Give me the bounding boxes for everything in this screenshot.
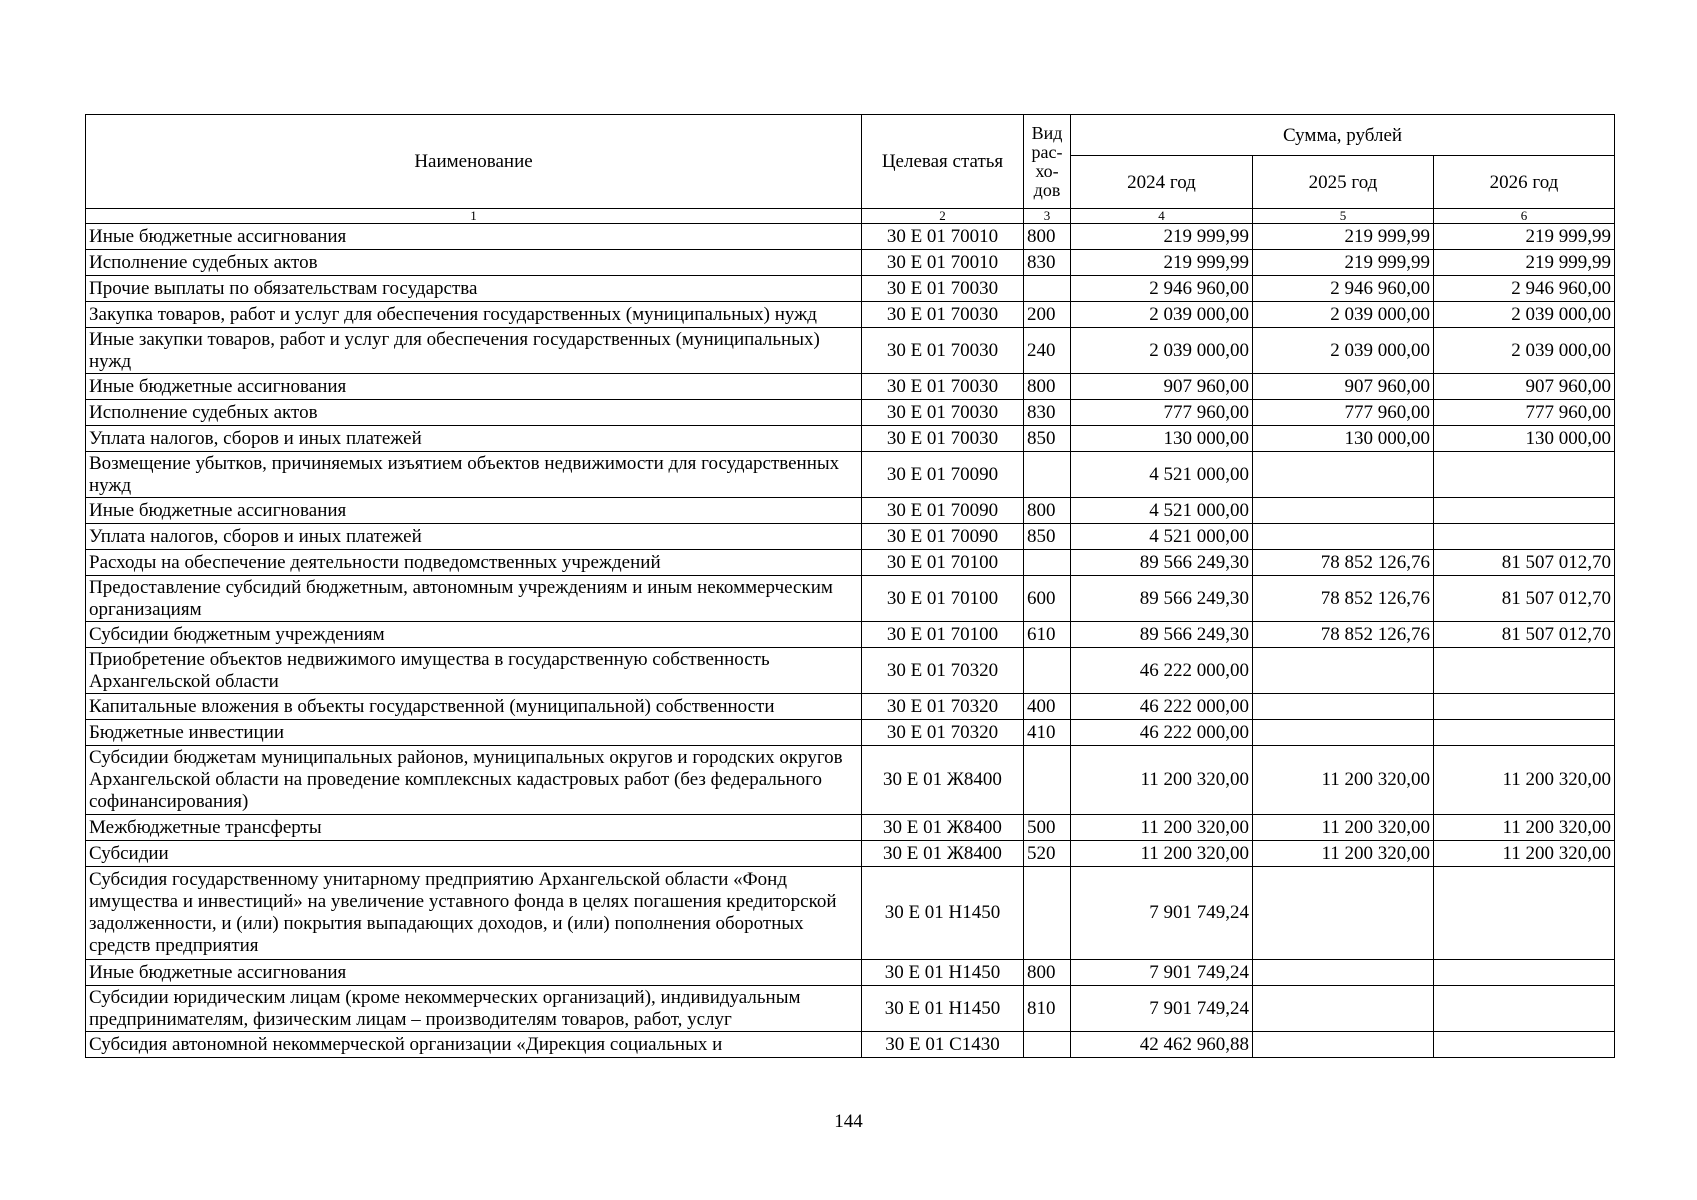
row-expense-type — [1024, 276, 1071, 302]
row-amount-2025 — [1253, 960, 1434, 986]
row-expense-type: 610 — [1024, 622, 1071, 648]
row-expense-type: 800 — [1024, 498, 1071, 524]
row-target-article: 30 Е 01 70090 — [862, 452, 1024, 498]
row-target-article: 30 Е 01 70090 — [862, 524, 1024, 550]
row-target-article: 30 Е 01 Н1450 — [862, 867, 1024, 960]
table-row — [86, 452, 1615, 498]
table-row — [86, 960, 1615, 986]
row-amount-2025: 78 852 126,76 — [1253, 550, 1434, 576]
row-expense-type — [1024, 452, 1071, 498]
table-row — [86, 302, 1615, 328]
row-amount-2026: 2 039 000,00 — [1434, 302, 1615, 328]
row-name: Капитальные вложения в объекты государственной (муниципальной) собственности — [86, 694, 862, 720]
row-amount-2026: 130 000,00 — [1434, 426, 1615, 452]
row-amount-2025: 11 200 320,00 — [1253, 841, 1434, 867]
row-name: Субсидия автономной некоммерческой организации «Дирекция социальных и — [86, 1032, 862, 1058]
row-target-article: 30 Е 01 Ж8400 — [862, 841, 1024, 867]
row-expense-type: 410 — [1024, 720, 1071, 746]
row-expense-type: 830 — [1024, 400, 1071, 426]
row-amount-2026 — [1434, 452, 1615, 498]
row-amount-2026 — [1434, 720, 1615, 746]
row-expense-type: 830 — [1024, 250, 1071, 276]
row-amount-2025: 78 852 126,76 — [1253, 576, 1434, 622]
header-year-2026: 2026 год — [1434, 156, 1615, 209]
row-amount-2025 — [1253, 867, 1434, 960]
row-name: Иные бюджетные ассигнования — [86, 498, 862, 524]
table-row — [86, 648, 1615, 694]
row-amount-2026: 81 507 012,70 — [1434, 622, 1615, 648]
row-amount-2026: 2 039 000,00 — [1434, 328, 1615, 374]
row-name: Субсидии бюджетам муниципальных районов, муниципальных округов и городских округов Архангельской области на проведение комплексных кадастровых работ (без федерального софинансирования) — [86, 746, 862, 815]
row-target-article: 30 Е 01 Ж8400 — [862, 746, 1024, 815]
row-target-article: 30 Е 01 70030 — [862, 328, 1024, 374]
row-amount-2025: 219 999,99 — [1253, 250, 1434, 276]
row-name: Расходы на обеспечение деятельности подведомственных учреждений — [86, 550, 862, 576]
row-target-article: 30 Е 01 70100 — [862, 576, 1024, 622]
row-target-article: 30 Е 01 70030 — [862, 302, 1024, 328]
page-number: 144 — [834, 1111, 863, 1132]
row-amount-2024: 4 521 000,00 — [1071, 452, 1253, 498]
row-amount-2026 — [1434, 498, 1615, 524]
row-amount-2026: 11 200 320,00 — [1434, 746, 1615, 815]
row-expense-type: 600 — [1024, 576, 1071, 622]
row-amount-2024: 7 901 749,24 — [1071, 960, 1253, 986]
row-amount-2024: 4 521 000,00 — [1071, 498, 1253, 524]
row-name: Уплата налогов, сборов и иных платежей — [86, 524, 862, 550]
row-amount-2024: 11 200 320,00 — [1071, 841, 1253, 867]
row-amount-2025 — [1253, 452, 1434, 498]
row-name: Возмещение убытков, причиняемых изъятием объектов недвижимости для государственных нужд — [86, 452, 862, 498]
table-row — [86, 374, 1615, 400]
row-name: Субсидии юридическим лицам (кроме некоммерческих организаций), индивидуальным предпринимателям, физическим лицам – производителям товаров, работ, услуг — [86, 986, 862, 1032]
row-name: Иные бюджетные ассигнования — [86, 224, 862, 250]
table-row — [86, 224, 1615, 250]
row-amount-2025: 130 000,00 — [1253, 426, 1434, 452]
row-amount-2026 — [1434, 1032, 1615, 1058]
row-target-article: 30 Е 01 70100 — [862, 550, 1024, 576]
row-amount-2024: 219 999,99 — [1071, 250, 1253, 276]
header-sum: Сумма, рублей — [1071, 115, 1615, 156]
row-amount-2025 — [1253, 694, 1434, 720]
header-name: Наименование — [86, 115, 862, 209]
row-amount-2026: 907 960,00 — [1434, 374, 1615, 400]
row-amount-2025: 11 200 320,00 — [1253, 746, 1434, 815]
table-row — [86, 250, 1615, 276]
row-target-article: 30 Е 01 70030 — [862, 276, 1024, 302]
row-name: Иные бюджетные ассигнования — [86, 374, 862, 400]
row-amount-2026 — [1434, 960, 1615, 986]
table-row — [86, 746, 1615, 815]
row-amount-2026: 81 507 012,70 — [1434, 576, 1615, 622]
row-amount-2025 — [1253, 1032, 1434, 1058]
table-row — [86, 576, 1615, 622]
row-amount-2025: 78 852 126,76 — [1253, 622, 1434, 648]
column-number: 2 — [862, 209, 1024, 224]
row-amount-2026: 11 200 320,00 — [1434, 815, 1615, 841]
row-target-article: 30 Е 01 70320 — [862, 694, 1024, 720]
header-year-2025: 2025 год — [1253, 156, 1434, 209]
row-amount-2024: 7 901 749,24 — [1071, 867, 1253, 960]
row-amount-2024: 11 200 320,00 — [1071, 815, 1253, 841]
row-amount-2024: 89 566 249,30 — [1071, 622, 1253, 648]
row-name: Приобретение объектов недвижимого имущества в государственную собственность Архангельской области — [86, 648, 862, 694]
row-amount-2024: 777 960,00 — [1071, 400, 1253, 426]
table-row — [86, 986, 1615, 1032]
row-expense-type: 810 — [1024, 986, 1071, 1032]
row-expense-type: 520 — [1024, 841, 1071, 867]
row-amount-2025 — [1253, 986, 1434, 1032]
row-amount-2024: 46 222 000,00 — [1071, 648, 1253, 694]
row-amount-2026 — [1434, 524, 1615, 550]
row-amount-2025: 907 960,00 — [1253, 374, 1434, 400]
row-expense-type — [1024, 867, 1071, 960]
row-name: Предоставление субсидий бюджетным, автономным учреждениям и иным некоммерческим организациям — [86, 576, 862, 622]
table-row — [86, 276, 1615, 302]
row-amount-2026 — [1434, 694, 1615, 720]
table-row — [86, 1032, 1615, 1058]
row-target-article: 30 Е 01 70010 — [862, 250, 1024, 276]
row-name: Прочие выплаты по обязательствам государства — [86, 276, 862, 302]
header-expense-type: Вид рас-хо-дов — [1024, 115, 1071, 209]
row-expense-type: 850 — [1024, 524, 1071, 550]
row-expense-type: 800 — [1024, 374, 1071, 400]
row-amount-2026: 777 960,00 — [1434, 400, 1615, 426]
header-year-2024: 2024 год — [1071, 156, 1253, 209]
row-expense-type — [1024, 550, 1071, 576]
row-name: Бюджетные инвестиции — [86, 720, 862, 746]
table-row — [86, 498, 1615, 524]
row-name: Субсидия государственному унитарному предприятию Архангельской области «Фонд имущества и инвестиций» на увеличение уставного фонда в целях погашения кредиторской задолженности, и (или) покрытия выпадающих доходов, и (или) пополнения оборотных средств предприятия — [86, 867, 862, 960]
table-row — [86, 815, 1615, 841]
row-target-article: 30 Е 01 Н1450 — [862, 986, 1024, 1032]
row-expense-type — [1024, 746, 1071, 815]
row-amount-2024: 2 039 000,00 — [1071, 328, 1253, 374]
row-target-article: 30 Е 01 С1430 — [862, 1032, 1024, 1058]
row-amount-2026 — [1434, 986, 1615, 1032]
row-amount-2024: 219 999,99 — [1071, 224, 1253, 250]
column-numbers-row — [86, 209, 1615, 224]
row-target-article: 30 Е 01 Ж8400 — [862, 815, 1024, 841]
row-amount-2025 — [1253, 498, 1434, 524]
row-amount-2024: 42 462 960,88 — [1071, 1032, 1253, 1058]
row-target-article: 30 Е 01 70320 — [862, 648, 1024, 694]
row-name: Субсидии — [86, 841, 862, 867]
header-target-article: Целевая статья — [862, 115, 1024, 209]
row-amount-2026: 219 999,99 — [1434, 224, 1615, 250]
row-amount-2024: 4 521 000,00 — [1071, 524, 1253, 550]
row-expense-type: 500 — [1024, 815, 1071, 841]
row-name: Исполнение судебных актов — [86, 400, 862, 426]
column-number: 1 — [86, 209, 862, 224]
table-header — [86, 115, 1615, 224]
row-amount-2025: 777 960,00 — [1253, 400, 1434, 426]
row-name: Иные закупки товаров, работ и услуг для обеспечения государственных (муниципальных) нужд — [86, 328, 862, 374]
row-name: Закупка товаров, работ и услуг для обеспечения государственных (муниципальных) нужд — [86, 302, 862, 328]
row-amount-2024: 11 200 320,00 — [1071, 746, 1253, 815]
row-target-article: 30 Е 01 70030 — [862, 400, 1024, 426]
row-amount-2024: 89 566 249,30 — [1071, 576, 1253, 622]
row-amount-2024: 907 960,00 — [1071, 374, 1253, 400]
row-amount-2025 — [1253, 524, 1434, 550]
table-row — [86, 841, 1615, 867]
row-amount-2025: 11 200 320,00 — [1253, 815, 1434, 841]
row-target-article: 30 Е 01 70090 — [862, 498, 1024, 524]
table-row — [86, 720, 1615, 746]
row-target-article: 30 Е 01 70030 — [862, 374, 1024, 400]
row-amount-2025: 2 039 000,00 — [1253, 302, 1434, 328]
row-amount-2024: 2 946 960,00 — [1071, 276, 1253, 302]
column-number: 3 — [1024, 209, 1071, 224]
budget-table — [85, 114, 1615, 1058]
row-expense-type: 240 — [1024, 328, 1071, 374]
row-amount-2026 — [1434, 867, 1615, 960]
table-row — [86, 694, 1615, 720]
row-amount-2026: 11 200 320,00 — [1434, 841, 1615, 867]
row-amount-2026: 219 999,99 — [1434, 250, 1615, 276]
row-amount-2025: 2 039 000,00 — [1253, 328, 1434, 374]
row-name: Иные бюджетные ассигнования — [86, 960, 862, 986]
row-amount-2024: 46 222 000,00 — [1071, 720, 1253, 746]
row-expense-type — [1024, 648, 1071, 694]
row-amount-2026: 2 946 960,00 — [1434, 276, 1615, 302]
table-row — [86, 550, 1615, 576]
row-amount-2024: 7 901 749,24 — [1071, 986, 1253, 1032]
row-name: Субсидии бюджетным учреждениям — [86, 622, 862, 648]
row-name: Исполнение судебных актов — [86, 250, 862, 276]
row-amount-2026: 81 507 012,70 — [1434, 550, 1615, 576]
row-target-article: 30 Е 01 70010 — [862, 224, 1024, 250]
column-number: 6 — [1434, 209, 1615, 224]
row-expense-type: 800 — [1024, 224, 1071, 250]
row-amount-2024: 46 222 000,00 — [1071, 694, 1253, 720]
row-target-article: 30 Е 01 Н1450 — [862, 960, 1024, 986]
column-number: 4 — [1071, 209, 1253, 224]
row-amount-2024: 89 566 249,30 — [1071, 550, 1253, 576]
row-target-article: 30 Е 01 70030 — [862, 426, 1024, 452]
table-row — [86, 400, 1615, 426]
table-body — [86, 224, 1615, 1058]
row-expense-type: 850 — [1024, 426, 1071, 452]
row-amount-2025: 2 946 960,00 — [1253, 276, 1434, 302]
row-amount-2025 — [1253, 648, 1434, 694]
row-amount-2026 — [1434, 648, 1615, 694]
row-expense-type — [1024, 1032, 1071, 1058]
row-name: Межбюджетные трансферты — [86, 815, 862, 841]
row-name: Уплата налогов, сборов и иных платежей — [86, 426, 862, 452]
column-number: 5 — [1253, 209, 1434, 224]
table-row — [86, 622, 1615, 648]
table-row — [86, 328, 1615, 374]
row-target-article: 30 Е 01 70100 — [862, 622, 1024, 648]
row-target-article: 30 Е 01 70320 — [862, 720, 1024, 746]
row-amount-2024: 2 039 000,00 — [1071, 302, 1253, 328]
row-amount-2024: 130 000,00 — [1071, 426, 1253, 452]
row-amount-2025: 219 999,99 — [1253, 224, 1434, 250]
table-row — [86, 524, 1615, 550]
table-row — [86, 867, 1615, 960]
row-expense-type: 800 — [1024, 960, 1071, 986]
row-expense-type: 400 — [1024, 694, 1071, 720]
table-row — [86, 426, 1615, 452]
row-expense-type: 200 — [1024, 302, 1071, 328]
row-amount-2025 — [1253, 720, 1434, 746]
